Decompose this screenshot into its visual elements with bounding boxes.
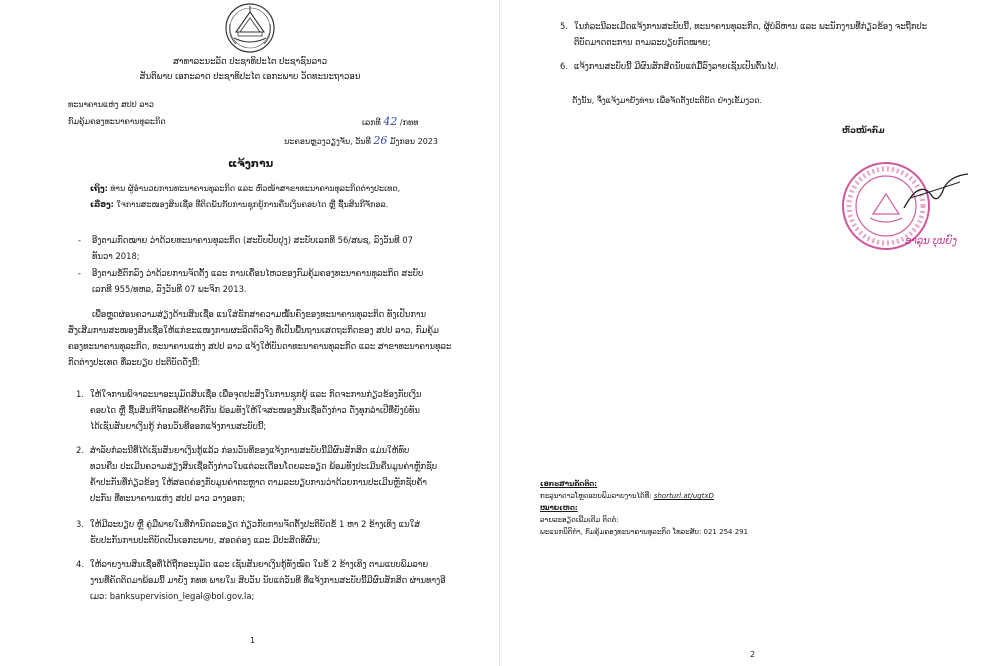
item-number: 4. <box>76 559 84 569</box>
reference-item <box>78 232 413 264</box>
item-number: 5. <box>560 21 568 31</box>
country-name: ສາທາລະນະລັດ ປະຊາທິປະໄຕ ປະຊາຊົນລາວ <box>172 57 328 67</box>
page-number: 2 <box>750 650 756 659</box>
item-number: 2. <box>76 445 84 455</box>
item-line: ສໍາລັບກໍລະນີທີ່ໄດ້ເຊັນສັນຍາເງິນກູ້ແລ້ວ ກ່ອນວັນທີຂອງແຈ້ງການສະບັບນີ້ມີຜົນສັກສິດ ແມ່ນໃຫ້ທົບ <box>90 445 410 455</box>
recipient-label: ເຖິງ: <box>90 184 108 193</box>
attachment-text: ກະລຸນາດາວໂຫຼດແບບພິມລາຍງານໄດ້ທີ່: <box>540 492 652 500</box>
contact-line: ພະແນກນິຕິກໍາ, ກົມຄຸ້ມຄອງທະນາຄານທຸລະກິດ ໂທລະສັບ: 021 254 291 <box>540 528 749 536</box>
signature-icon <box>900 168 970 214</box>
reference-suffix: /ກທທ <box>399 118 419 127</box>
item-line: ແຈ້ງການສະບັບນີ້ ມີຜົນສັກສິດນັບແຕ່ມື້ລົງລາຍເຊັນເປັນຕົ້ນໄປ. <box>574 61 779 71</box>
reference-text-line: ທັນວາ 2018; <box>92 251 140 261</box>
recipient-line <box>90 184 400 193</box>
item-line: ໃຫ້ລາຍງານສິນເຊື່ອທີ່ໄດ້ຖືກອະນຸມັດ ແລະ ເຊັນສັນຍາເງິນກູ້ທັງໝົດ ໃນຂໍ້ 2 ຂ້າງເທິງ ຕາມແບບພິມລາຍ <box>90 559 429 569</box>
item-line: ຮັບປະກັນການປະຕິບັດເປັນເອກະພາບ, ສອດຄ່ອງ ແລະ ມີປະສິດທິຜົນ; <box>90 535 321 545</box>
item-line: ທວນຄືນ ປະເມີນຄວາມສ່ຽງສິນເຊື່ອດັ່ງກ່າວໃນແຕ່ລະເດືອນໂດຍລະອຽດ ພ້ອມທັງປະເມີນຄືນມູນຄ່າຫຼັກຊັບ <box>90 461 438 471</box>
item-line: ເມວ: banksupervision_legal@bol.gov.la; <box>90 591 255 601</box>
reference-prefix: ເລກທີ <box>362 118 381 127</box>
numbered-item <box>560 18 928 50</box>
subject-text: ໃຈການສະໜອງສິນເຊື່ອ ທີ່ຕິດພັນກັບການຊຸກຍູ້ການຄືນເງິນຄອບໄດ ຫຼື ຊື້ນສິນກີຈັກອລ. <box>116 200 389 209</box>
date-prefix: ນະຄອນຫຼວງວຽງຈັນ, ວັນທີ <box>284 137 371 146</box>
numbered-item <box>76 516 421 548</box>
item-line: ຄອບໄດ ຫຼື ຊື້ນສິນກີຈັກອລທີ່ຄ້າຍຄືກັນ ພ້ອມທັງໃຫ້ໃຈສະໜອງສິນເຊື່ອດັ່ງກ່າວ ດັ່ງທຸກລໍາເປີທີ່ຍັງບໍ່ທັນ <box>90 405 420 415</box>
item-line: ຕິບັດມາດຕະການ ຕາມລະບຽບກົດໝາຍ; <box>574 37 711 47</box>
reference-bullet: - <box>78 268 82 278</box>
numbered-item <box>560 58 779 74</box>
intro-line: ກິດຕ່າງປະເທດ ທີ່ລະບຽບ ປະຕິບັດດັ່ງນີ້: <box>68 357 201 367</box>
intro-line: ຄອງທະນາຄານທຸລະກິດ, ທະນາຄານແຫ່ງ ສປປ ລາວ ແຈ້ງໃຫ້ບັນດາທະນາຄານທຸລະກິດ ແລະ ສາຂາທະນາຄານທຸລະ <box>68 341 452 351</box>
reference-text-line: ເລກທີ 955/ທຫລ, ລົງວັນທີ 07 ພະຈິກ 2013. <box>92 284 247 294</box>
attachment-link[interactable]: shorturl.at/ugtxD <box>653 492 714 500</box>
date-handwritten-day: 26 <box>373 134 388 147</box>
signer-title: ຫົວໜ້າກົມ <box>842 126 885 135</box>
item-line: ປະກັນ ທີ່ທະນາຄານແຫ່ງ ສປປ ລາວ ວາງອອກ; <box>90 493 246 503</box>
issue-date <box>284 134 438 147</box>
item-number: 1. <box>76 389 84 399</box>
reference-text-line: ອີງຕາມຂໍ້ຕົກລົງ ວ່າດ້ວຍການຈັດຕັ້ງ ແລະ ການເຄື່ອນໄຫວຂອງກົມຄຸ້ມຄອງທະນາຄານທຸລະກິດ ສະບັບ <box>92 268 424 278</box>
issuer-bank: ທະນາຄານແຫ່ງ ສປປ ລາວ <box>68 100 154 109</box>
closing-statement: ດັ່ງນັ້ນ, ຈຶ່ງແຈ້ງມາຍັງທ່ານ ເພື່ອຈັດຕັ້ງປະຕິບັດ ຢ່າງເຂັ້ມງວດ. <box>572 96 763 105</box>
reference-text-line: ອີງຕາມກົດໝາຍ ວ່າດ້ວຍທະນາຄານທຸລະກິດ (ສະບັບປັບປຸງ) ສະບັບເລກທີ 56/ສພຊ, ລົງວັນທີ 07 <box>92 235 413 245</box>
intro-line: ເພື່ອຫຼຸດຜ່ອນຄວາມສ່ຽງດ້ານສິນເຊື່ອ ແນໃສ່ຮັກສາຄວາມໝັ້ນຄົງຂອງທະນາຄານທຸລະກິດ ທັງເປັນການ <box>92 309 426 319</box>
reference-item <box>78 265 424 297</box>
national-emblem-icon <box>222 2 278 54</box>
numbered-item <box>76 386 422 434</box>
document-title: ແຈ້ງການ <box>228 158 274 170</box>
item-line: ໄດ້ເຊັນສັນຍາເງິນກູ້ ກ່ອນວັນທີອອກແຈ້ງການສະບັບນີ້; <box>90 421 267 431</box>
reference-bullet: - <box>78 235 82 245</box>
intro-paragraph <box>68 306 451 370</box>
signer-name: ອາລຸນ ບຸນຍົງ <box>905 236 957 247</box>
reference-number <box>362 115 418 128</box>
subject-line <box>90 200 388 209</box>
recipient-text: ທ່ານ ຜູ້ອໍານວຍການທະນາຄານທຸລະກິດ ແລະ ຫົວໜ້າສາຂາທະນາຄານທຸລະກິດຕ່າງປະເທດ, <box>110 184 401 193</box>
numbered-item <box>76 442 438 506</box>
item-number: 6. <box>560 61 568 71</box>
item-number: 3. <box>76 519 84 529</box>
item-line: ໃຫ້ໃຈການພິຈາລະນາອະນຸມັດສິນເຊື່ອ ເພື່ອຈຸດປະສົງໃນການຊຸກຍູ້ ແລະ ກິດຈະການກ່ຽວຂ້ອງກັບເງິນ <box>90 389 422 399</box>
national-motto: ສັນຕິພາບ ເອກະລາດ ປະຊາທິປະໄຕ ເອກະພາບ ວັດທະນະຖາວອນ <box>139 72 361 82</box>
issuer-department: ກົມຄຸ້ມຄອງທະນາຄານທຸລະກິດ <box>68 117 166 126</box>
contact-line: ລາຍລະອຽດເພີ່ມເຕີມ ຕິດຕໍ່: <box>540 516 619 524</box>
page-number: 1 <box>250 636 256 645</box>
item-line: ໃຫ້ມີລະບຽບ ຫຼື ຄູ່ມືພາຍໃນທີ່ກໍານົດລະອຽດ ກ່ຽວກັບການຈັດຕັ້ງປະຕິບັດຂໍ້ 1 ຫາ 2 ຂ້າງເທິງ ແນໃສ່ <box>90 519 421 529</box>
date-suffix: ມັງກອນ 2023 <box>389 137 438 146</box>
item-line: ໃນກໍລະນີລະເມີດແຈ້ງການສະບັບນີ້, ທະນາຄານທຸລະກິດ, ຜູ້ບໍລິຫານ ແລະ ພະນັກງານທີ່ກ່ຽວຂ້ອງ ຈະຖືກປະ <box>574 21 928 31</box>
intro-line: ສົ່ງເສີມການສະໜອງສິນເຊື່ອໃຫ້ແກ່ຂະແໜງການຜະລິດຕົວຈິງ ທີ່ເປັນພື້ນຖານເສດຖະກິດຂອງ ສປປ ລາວ, ກົມຄຸ້ມ <box>68 325 439 335</box>
attachment-label: ເອກະສານຄັດຕິດ: <box>540 480 598 488</box>
numbered-item <box>76 556 446 604</box>
subject-label: ເລື່ອງ: <box>90 200 114 209</box>
contact-label: ໝາຍເຫດ: <box>540 504 578 512</box>
item-line: ງານທີ່ຄັດຕິດມາພ້ອມນີ້ ມາຍັງ ກທທ ພາຍໃນ ສິບວັນ ນັບແຕ່ວັນທີ ທີ່ແຈ້ງການສະບັບນີ້ມີຜົນສັກສິດ ຜ່ານທາງອີ <box>90 575 446 585</box>
item-line: ຄໍ້າປະກັນທີ່ກ່ຽວຂ້ອງ ໃຫ້ສອດຄ່ອງກັບມູນຄ່າຕະຫຼາດ ຕາມລະບຽບການວ່າດ້ວຍການປະເມີນຫຼັກຊັບຄໍ້າ <box>90 477 427 487</box>
reference-handwritten-number: 42 <box>383 115 398 128</box>
footnotes <box>540 478 748 538</box>
attachment-text-line <box>540 490 748 502</box>
document-page-2 <box>500 0 1000 666</box>
